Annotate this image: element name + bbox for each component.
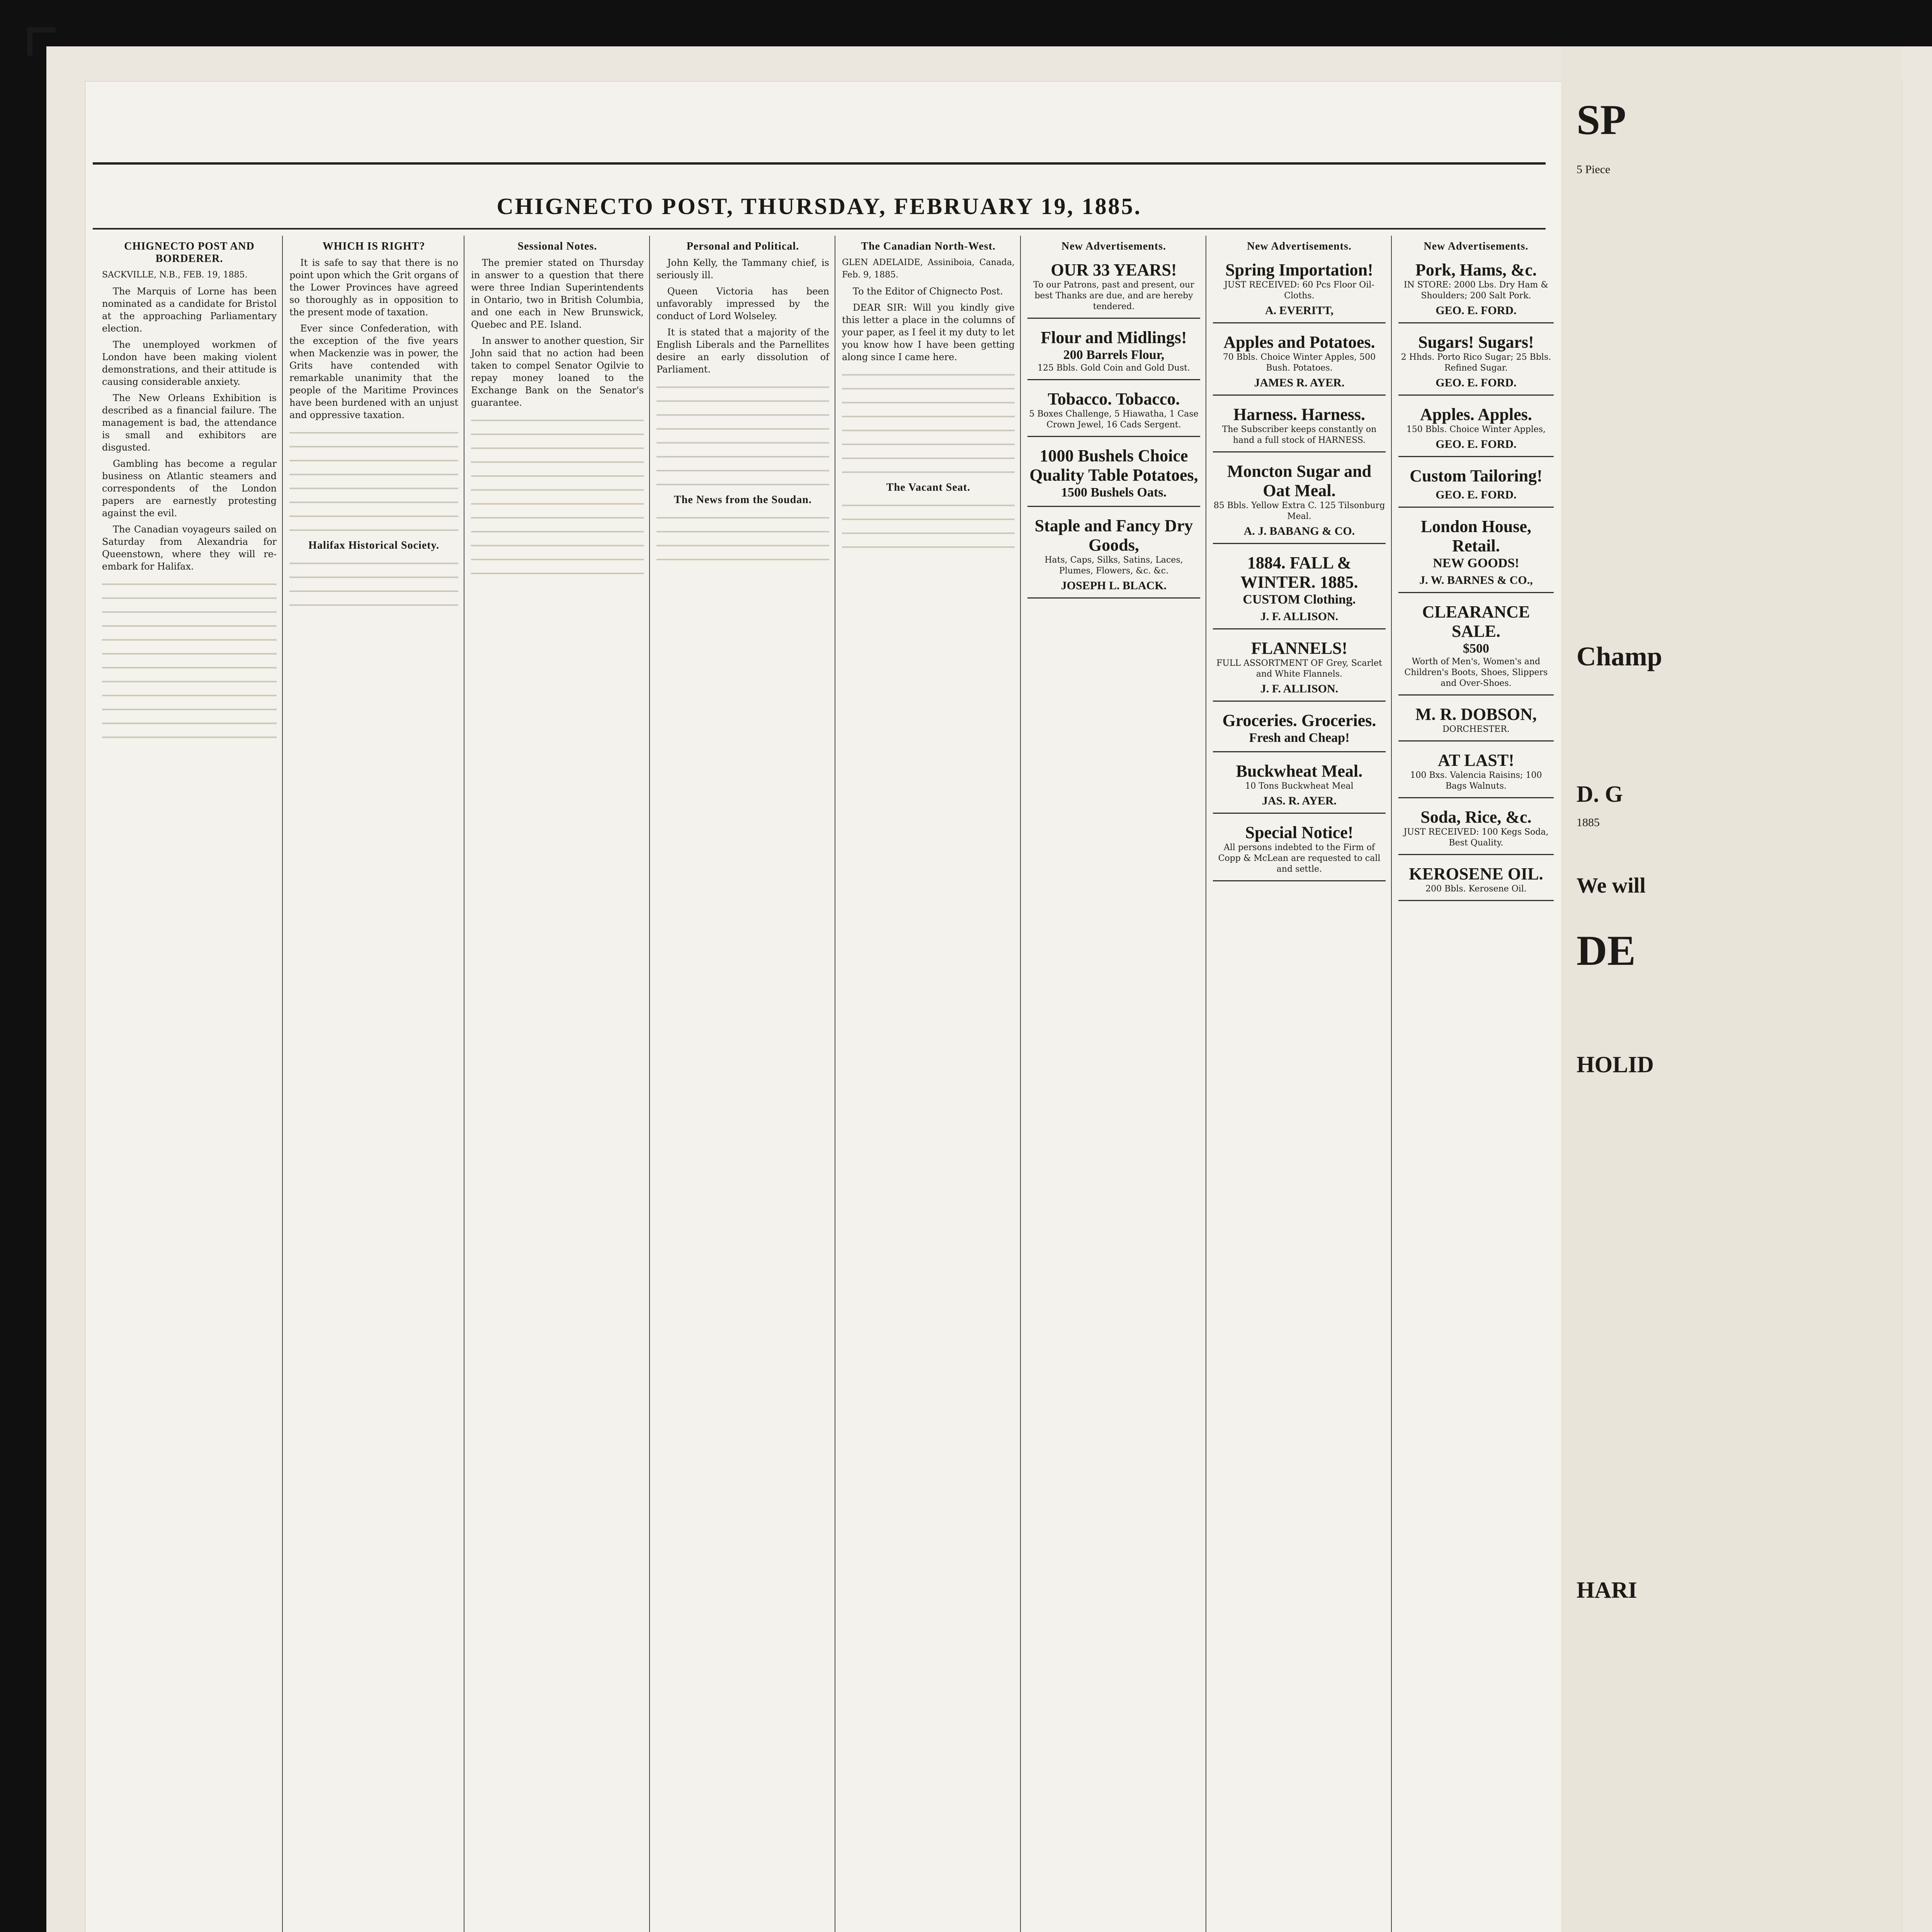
ad-headline: CLEARANCE SALE.	[1422, 602, 1530, 641]
article-paragraph: In answer to another question, Sir John said that no action had been taken to compel Senator Ogilvie to repay money loaned to the Exchange Bank on the Senator's guarantee.	[471, 335, 644, 408]
adjacent-page-text: SP	[1577, 96, 1626, 143]
column-heading: CHIGNECTO POST AND BORDERER.	[124, 240, 255, 265]
ad-headline: Harness. Harness.	[1233, 405, 1365, 424]
ad-headline: KEROSENE OIL.	[1409, 864, 1543, 883]
news-item: The Canadian voyageurs sailed on Saturday from Alexandria for Queenstown, where they will re-embark for Halifax.	[102, 524, 277, 572]
news-item: John Kelly, the Tammany chief, is seriously ill.	[656, 257, 829, 281]
ad-headline: 1884. FALL & WINTER. 1885.	[1240, 553, 1358, 592]
adjacent-page-text: HOLID	[1577, 1052, 1654, 1077]
advertisement	[1398, 804, 1554, 855]
body-text-lines	[102, 577, 277, 742]
column-rule	[1020, 236, 1021, 1932]
advertisement	[1213, 707, 1386, 752]
ad-text: Hats, Caps, Silks, Satins, Laces, Plumes, Flowers, &c. &c.	[1044, 555, 1183, 576]
ad-subheadline: 1500 Bushels Oats.	[1061, 485, 1167, 500]
ad-text: JUST RECEIVED: 60 Pcs Floor Oil-Cloths.	[1224, 280, 1374, 301]
body-text-lines	[471, 413, 644, 578]
ad-text: IN STORE: 2000 Lbs. Dry Ham & Shoulders; 200 Salt Pork.	[1403, 280, 1548, 301]
ad-headline: Sugars! Sugars!	[1418, 333, 1534, 352]
column-personal-political	[651, 236, 835, 1932]
advertisement	[1027, 257, 1200, 319]
body-text-lines	[656, 510, 829, 564]
ad-text: FULL ASSORTMENT OF Grey, Scarlet and White Flannels.	[1216, 658, 1382, 679]
advertisement	[1027, 386, 1200, 437]
advertisement	[1213, 329, 1386, 396]
ad-headline: OUR 33 YEARS!	[1051, 260, 1177, 279]
column-rule	[649, 236, 650, 1932]
body-text-lines	[656, 379, 829, 489]
column-rule	[282, 236, 283, 1932]
news-item: The New Orleans Exhibition is described as a financial failure. The management is bad, the attendance is small and exhibitors are disgusted.	[102, 393, 277, 453]
ad-headline: Apples and Potatoes.	[1223, 333, 1375, 352]
ad-headline: M. R. DOBSON,	[1415, 705, 1537, 724]
ad-text: To our Patrons, past and present, our best Thanks are due, and are hereby tendered.	[1033, 280, 1194, 311]
adjacent-page-text: D. G	[1577, 781, 1623, 807]
ad-text: 85 Bbls. Yellow Extra C. 125 Tilsonburg Meal.	[1213, 501, 1385, 521]
advertisement	[1027, 324, 1200, 380]
ad-signature: J. F. ALLISON.	[1260, 682, 1338, 695]
ad-signature: GEO. E. FORD.	[1435, 438, 1517, 451]
body-text-lines	[842, 498, 1015, 552]
ad-signature: JOSEPH L. BLACK.	[1061, 579, 1167, 592]
advertisement	[1398, 329, 1554, 396]
column-heading: Personal and Political.	[686, 240, 799, 252]
ad-signature: GEO. E. FORD.	[1435, 376, 1517, 389]
ad-subheadline: Fresh and Cheap!	[1249, 731, 1350, 745]
ad-headline: Pork, Hams, &c.	[1415, 260, 1537, 279]
news-item: The unemployed workmen of London have been making violent demonstrations, and their attitude is causing considerable anxiety.	[102, 339, 277, 387]
ad-headline: Custom Tailoring!	[1410, 466, 1543, 485]
ad-headline: AT LAST!	[1438, 751, 1514, 770]
ad-headline: Moncton Sugar and Oat Meal.	[1227, 462, 1372, 500]
column-heading: New Advertisements.	[1247, 240, 1352, 252]
advertisement	[1398, 861, 1554, 901]
article-paragraph: It is safe to say that there is no point upon which the Grit organs of the Lower Provinces have agreed so thoroughly as in opposition to the present mode of taxation.	[289, 257, 458, 318]
ad-headline: Tobacco. Tobacco.	[1048, 389, 1180, 408]
advertisement	[1027, 512, 1200, 599]
ad-headline: London House, Retail.	[1420, 517, 1532, 555]
adjacent-page-text: 1885	[1577, 816, 1600, 829]
ad-text: 100 Bxs. Valencia Raisins; 100 Bags Walnuts.	[1410, 770, 1542, 791]
ad-text: 10 Tons Buckwheat Meal	[1245, 781, 1354, 791]
ad-text: The Subscriber keeps constantly on hand a full stock of HARNESS.	[1222, 425, 1377, 445]
column-heading: The Canadian North-West.	[861, 240, 996, 252]
advertisement	[1398, 401, 1554, 457]
column-heading: WHICH IS RIGHT?	[322, 240, 425, 252]
article-paragraph: Ever since Confederation, with the exception of the five years when Mackenzie was in power, the Grits have contended with remarkable unanimity that the people of the Maritime Provinces have been burdened with an unjust and oppressive taxation.	[289, 323, 458, 420]
advertisement	[1398, 701, 1554, 742]
news-item: The Marquis of Lorne has been nominated as a candidate for Bristol at the approaching Parliamentary election.	[102, 286, 277, 334]
ad-text: Worth of Men's, Women's and Children's Boots, Shoes, Slippers and Over-Shoes.	[1404, 657, 1548, 688]
ad-text: JUST RECEIVED: 100 Kegs Soda, Best Quality.	[1403, 827, 1549, 848]
dateline: GLEN ADELAIDE, Assiniboia, Canada, Feb. 9, 1885.	[842, 258, 1015, 280]
ad-text: 2 Hhds. Porto Rico Sugar; 25 Bbls. Refined Sugar.	[1401, 352, 1551, 373]
adjacent-page-text: HARI	[1577, 1577, 1637, 1603]
ad-headline: Spring Importation!	[1225, 260, 1373, 279]
ad-text: All persons indebted to the Firm of Copp & McLean are requested to call and settle.	[1218, 843, 1381, 874]
news-item: It is stated that a majority of the English Liberals and the Parnellites desire an early dissolution of Parliament.	[656, 327, 829, 375]
ad-headline: FLANNELS!	[1251, 639, 1348, 658]
adjacent-page-text: DE	[1577, 927, 1636, 974]
ad-signature: J. F. ALLISON.	[1260, 610, 1338, 623]
ad-text: 200 Bbls. Kerosene Oil.	[1425, 884, 1527, 894]
ad-headline: Groceries. Groceries.	[1222, 711, 1376, 730]
advertisement	[1213, 635, 1386, 702]
ad-headline: Flour and Midlings!	[1041, 328, 1187, 347]
masthead-title: CHIGNECTO POST, THURSDAY, FEBRUARY 19, 1885.	[497, 194, 1142, 219]
column-editorial	[97, 236, 282, 1932]
advertisement	[1398, 513, 1554, 593]
ad-signature: JAS. R. AYER.	[1262, 794, 1337, 807]
column-heading: New Advertisements.	[1061, 240, 1166, 252]
news-item: Gambling has become a regular business on Atlantic steamers and correspondents of the London papers are earnestly protesting against the evil.	[102, 458, 277, 519]
advertisement	[1027, 442, 1200, 507]
ad-signature: A. J. BABANG & CO.	[1243, 525, 1355, 537]
ad-signature: J. W. BARNES & CO.,	[1419, 574, 1533, 587]
adjacent-page-text: We will	[1577, 874, 1646, 898]
column-advertisements-3	[1393, 236, 1559, 1932]
advertisement	[1213, 819, 1386, 881]
section-heading: The Vacant Seat.	[886, 481, 971, 493]
ad-signature: A. EVERITT,	[1265, 304, 1333, 317]
ad-text: 70 Bbls. Choice Winter Apples, 500 Bush. Potatoes.	[1223, 352, 1376, 373]
section-heading: The News from the Soudan.	[674, 494, 812, 506]
column-which-is-right	[284, 236, 464, 1932]
masthead-rule-bottom	[93, 228, 1546, 230]
dateline: SACKVILLE, N.B., FEB. 19, 1885.	[102, 270, 248, 280]
column-heading: Sessional Notes.	[517, 240, 597, 252]
column-north-west	[837, 236, 1020, 1932]
column-advertisements-1	[1022, 236, 1206, 1932]
adjacent-page-strip	[1561, 46, 1901, 1932]
ad-subheadline: 200 Barrels Flour,	[1063, 348, 1165, 362]
advertisement	[1398, 599, 1554, 696]
advertisement	[1213, 549, 1386, 629]
advertisement	[1398, 257, 1554, 323]
body-text-lines	[289, 425, 458, 535]
ad-headline: Soda, Rice, &c.	[1420, 808, 1532, 827]
advertisement	[1213, 257, 1386, 323]
ad-headline: Special Notice!	[1245, 823, 1354, 842]
ad-text: 5 Boxes Challenge, 5 Hiawatha, 1 Case Crown Jewel, 16 Cads Sergent.	[1029, 409, 1199, 430]
section-heading: Halifax Historical Society.	[308, 539, 439, 551]
adjacent-page-text: 5 Piece	[1577, 163, 1611, 176]
letter-paragraph: DEAR SIR: Will you kindly give this letter a place in the columns of your paper, as I feel it my duty to let you know how I have been getting along since I came here.	[842, 302, 1015, 362]
ad-text: DORCHESTER.	[1442, 724, 1510, 734]
ad-subheadline: $500	[1463, 641, 1489, 656]
letter-paragraph: To the Editor of Chignecto Post.	[853, 286, 1003, 297]
news-item: Queen Victoria has been unfavorably impressed by the conduct of Lord Wolseley.	[656, 286, 829, 321]
body-text-lines	[289, 556, 458, 610]
column-rule	[1391, 236, 1392, 1932]
column-advertisements-2	[1208, 236, 1391, 1932]
advertisement	[1398, 463, 1554, 508]
ad-text: 150 Bbls. Choice Winter Apples,	[1406, 425, 1546, 434]
ad-subheadline: NEW GOODS!	[1433, 556, 1519, 570]
column-sessional-notes	[466, 236, 649, 1932]
ad-text: 125 Bbls. Gold Coin and Gold Dust.	[1037, 363, 1190, 373]
advertisement	[1213, 401, 1386, 452]
ad-headline: 1000 Bushels Choice Quality Table Potatoes,	[1029, 446, 1198, 485]
article-paragraph: The premier stated on Thursday in answer to a question that there were three Indian Superintendents in Ontario, two in British Columbia, and one each in New Brunswick, Quebec and P.E. Island.	[471, 257, 644, 330]
ad-headline: Staple and Fancy Dry Goods,	[1034, 516, 1193, 554]
ad-headline: Buckwheat Meal.	[1236, 762, 1363, 781]
masthead-rule-top	[93, 162, 1546, 165]
advertisement	[1213, 758, 1386, 814]
ad-signature: GEO. E. FORD.	[1435, 304, 1517, 317]
body-text-lines	[842, 367, 1015, 477]
ad-headline: Apples. Apples.	[1420, 405, 1532, 424]
ad-subheadline: CUSTOM Clothing.	[1243, 592, 1356, 607]
adjacent-page-text: Champ	[1577, 642, 1662, 672]
ad-signature: GEO. E. FORD.	[1435, 488, 1517, 501]
advertisement	[1213, 458, 1386, 544]
column-heading: New Advertisements.	[1423, 240, 1529, 252]
ad-signature: JAMES R. AYER.	[1254, 376, 1345, 389]
advertisement	[1398, 747, 1554, 798]
